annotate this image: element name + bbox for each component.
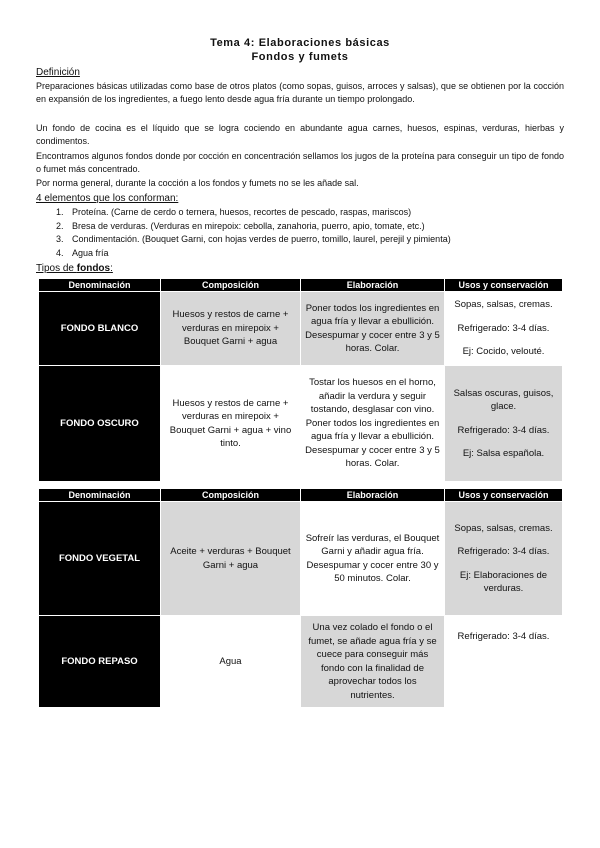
cell-composicion: Agua	[161, 616, 301, 708]
definicion-paragraph-4: Por norma general, durante la cocción a los fondos y fumets no se les añade sal.	[36, 178, 359, 188]
cell-denominacion: FONDO REPASO	[39, 616, 161, 708]
definicion-heading: Definición	[36, 67, 80, 78]
table-header-row	[39, 279, 563, 292]
usos-line: Sopas, salsas, cremas.	[454, 522, 553, 534]
cell-denominacion: FONDO BLANCO	[39, 292, 161, 366]
table-row	[39, 292, 563, 366]
table-row	[39, 616, 563, 708]
definicion-paragraph-1: Preparaciones básicas utilizadas como base de otros platos (como sopas, guisos, arroces y salsas), que se obtienen por la cocción en expansión de los ingredientes, a fuego lento desde agua fría durante un tiempo prolongado.	[36, 81, 564, 104]
definicion-paragraph-2: Un fondo de cocina es el líquido que se logra cociendo en abundante agua carnes, huesos, espinas, verduras, hierbas y condimentos.	[36, 123, 564, 146]
usos-line: Salsas oscuras, guisos, glace.	[453, 387, 554, 412]
cell-elaboracion: Una vez colado el fondo o el fumet, se añade agua fría y se cuece para conseguir más fondo con la finalidad de aprovechar todos los nutrientes.	[301, 616, 445, 708]
usos-line: Refrigerado: 3-4 días.	[457, 322, 550, 334]
tipos-bold: fondos	[76, 263, 111, 274]
usos-line: Ej: Cocido, velouté.	[462, 346, 545, 358]
cell-composicion: Huesos y restos de carne + verduras en mirepoix + Bouquet Garni + agua	[161, 292, 301, 366]
usos-line: Refrigerado: 3-4 días.	[457, 424, 550, 436]
table-header-row	[39, 489, 563, 502]
tipos-suffix: :	[110, 263, 113, 274]
elementos-list	[56, 206, 566, 260]
list-item	[56, 206, 566, 220]
list-item	[56, 233, 566, 247]
page-title: Tema 4: Elaboraciones básicas	[210, 37, 390, 49]
list-number: 2.	[56, 220, 64, 231]
fondos-table-1	[38, 278, 563, 482]
header-denominacion: Denominación	[39, 279, 161, 292]
list-text: Agua fría	[72, 247, 109, 258]
list-number: 3.	[56, 234, 64, 244]
header-composicion: Composición	[161, 489, 301, 502]
cell-elaboracion: Tostar los huesos en el horno, añadir la verdura y seguir tostando, desglasar con vino. Poner todos los ingredientes en agua fría y llevar a ebullición. Desespumar y cocer entre 3 y 5 horas. Colar.	[301, 366, 445, 482]
header-elaboracion: Elaboración	[301, 279, 445, 292]
list-text: Bresa de verduras. (Verduras en mirepoix: cebolla, zanahoria, puerro, apio, tomate, etc.)	[72, 220, 425, 231]
usos-line: Ej: Salsa española.	[462, 448, 545, 459]
elementos-heading: 4 elementos que los conforman:	[36, 193, 179, 204]
page-subtitle: Fondos y fumets	[251, 51, 349, 63]
list-number: 4.	[56, 247, 64, 258]
cell-usos	[445, 366, 563, 482]
table-row	[39, 502, 563, 616]
cell-denominacion: FONDO OSCURO	[39, 366, 161, 482]
fondos-table-2	[38, 488, 563, 708]
usos-line: Refrigerado: 3-4 días.	[457, 546, 550, 557]
cell-usos	[445, 502, 563, 616]
header-composicion: Composición	[161, 279, 301, 292]
header-elaboracion: Elaboración	[301, 489, 445, 502]
usos-line: Sopas, salsas, cremas.	[454, 299, 553, 311]
cell-elaboracion: Poner todos los ingredientes en agua fría y llevar a ebullición. Desespumar y cocer entre 3 y 5 horas. Colar.	[301, 292, 445, 366]
header-usos: Usos y conservación	[445, 279, 563, 292]
cell-usos	[445, 616, 563, 708]
usos-line: Refrigerado: 3-4 días.	[457, 631, 550, 642]
list-item	[56, 247, 566, 261]
cell-elaboracion: Sofreír las verduras, el Bouquet Garni y añadir agua fría. Desespumar y cocer entre 30 y 50 minutos. Colar.	[301, 502, 445, 616]
list-item	[56, 220, 566, 234]
tipos-heading	[36, 262, 113, 275]
header-usos: Usos y conservación	[445, 489, 563, 502]
list-text: Condimentación. (Bouquet Garni, con hojas verdes de puerro, tomillo, laurel, perejil y pimienta)	[72, 234, 451, 244]
definicion-paragraph-3: Encontramos algunos fondos donde por cocción en concentración sellamos los jugos de la proteína para conseguir un tipo de fondo o fumet más concentrado.	[36, 151, 564, 174]
cell-usos	[445, 292, 563, 366]
list-number: 1.	[56, 207, 64, 217]
tipos-prefix: Tipos de	[36, 263, 77, 274]
cell-denominacion: FONDO VEGETAL	[39, 502, 161, 616]
usos-line: Ej: Elaboraciones de verduras.	[459, 569, 548, 594]
cell-composicion: Aceite + verduras + Bouquet Garni + agua	[161, 502, 301, 616]
header-denominacion: Denominación	[39, 489, 161, 502]
cell-composicion: Huesos y restos de carne + verduras en mirepoix + Bouquet Garni + agua + vino tinto.	[161, 366, 301, 482]
table-row	[39, 366, 563, 482]
list-text: Proteína. (Carne de cerdo o ternera, huesos, recortes de pescado, raspas, mariscos)	[72, 207, 412, 217]
